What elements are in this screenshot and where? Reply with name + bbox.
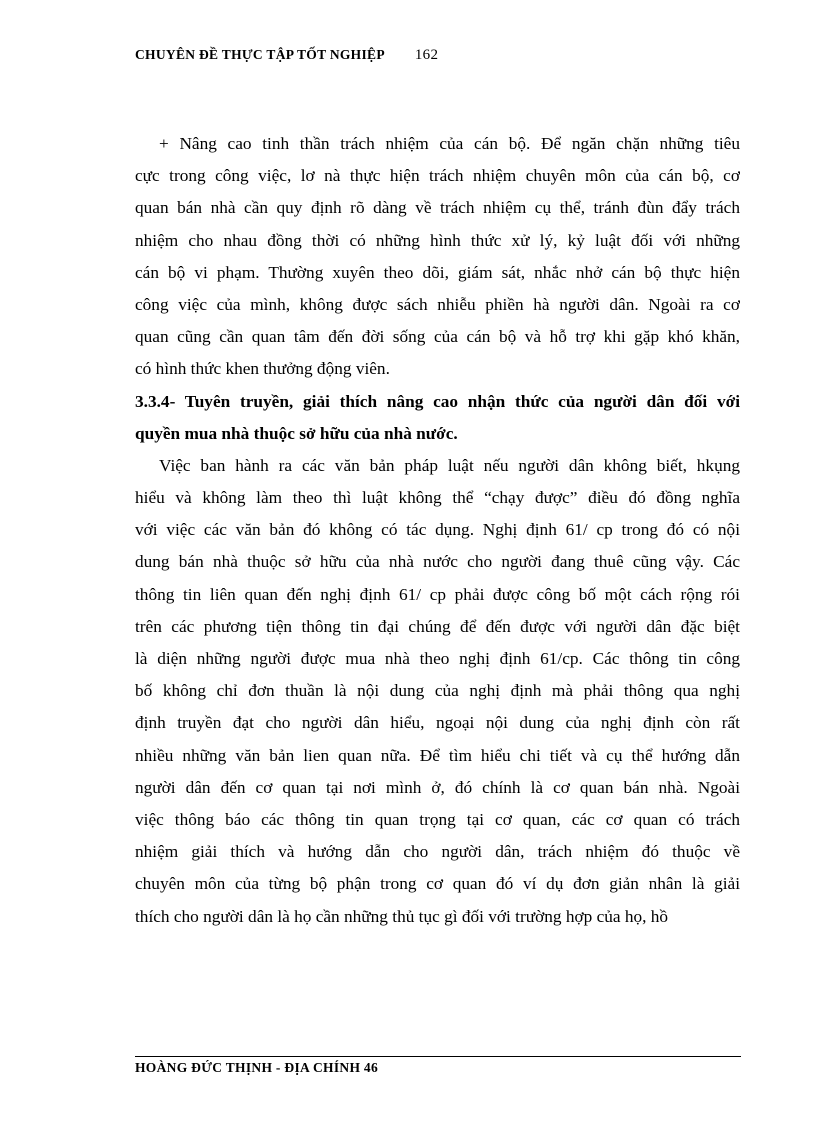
paragraph-line: công việc của mình, không được sách nhiễu phiền hà người dân. Ngoài ra cơ [135, 294, 740, 314]
paragraph-line: dung bán nhà thuộc sở hữu của nhà nước cho người đang thuê cũng vậy. Các [135, 552, 740, 572]
footer-rule [135, 1056, 741, 1057]
paragraph-line: quan cũng cần quan tâm đến đời sống của cán bộ và hỗ trợ khi gặp khó khăn, [135, 327, 740, 347]
paragraph-line: Việc ban hành ra các văn bản pháp luật nếu người dân không biết, hkụng [159, 455, 740, 475]
paragraph-line: cực trong công việc, lơ nà thực hiện trách nhiệm chuyên môn của cán bộ, cơ [135, 166, 740, 186]
paragraph-line: bố không chỉ đơn thuần là nội dung của nghị định mà phải thông qua nghị [135, 681, 740, 701]
section-heading-line: 3.3.4- Tuyên truyền, giải thích nâng cao nhận thức của người dân đối với [135, 391, 740, 411]
paragraph-line: việc thông báo các thông tin quan trọng tại cơ quan, các cơ quan có trách [135, 809, 740, 829]
paragraph-line: người dân đến cơ quan tại nơi mình ở, đó chính là cơ quan bán nhà. Ngoài [135, 777, 740, 797]
paragraph-line: nhiều những văn bản lien quan nữa. Để tìm hiểu chi tiết và cụ thể hướng dẫn [135, 745, 740, 765]
running-footer: HOÀNG ĐỨC THỊNH - ĐỊA CHÍNH 46 [135, 1060, 379, 1075]
paragraph-line: thích cho người dân là họ cần những thủ tục gì đối với trường hợp của họ, hồ [135, 906, 669, 926]
header-title: CHUYÊN ĐỀ THỰC TẬP TỐT NGHIỆP [135, 47, 385, 62]
paragraph-line: với việc các văn bản đó không có tác dụng. Nghị định 61/ cp trong đó có nội [135, 520, 740, 540]
paragraph-line: định truyền đạt cho người dân hiểu, ngoại nội dung của nghị định còn rất [135, 713, 740, 733]
paragraph-line: nhiệm giải thích và hướng dẫn cho người dân, trách nhiệm đó thuộc về [135, 842, 740, 862]
paragraph-line: cán bộ vi phạm. Thường xuyên theo dõi, giám sát, nhắc nhở cán bộ thực hiện [135, 262, 740, 282]
paragraph-line: có hình thức khen thưởng động viên. [135, 359, 390, 379]
section-heading-line: quyền mua nhà thuộc sở hữu của nhà nước. [135, 423, 458, 443]
document-body [135, 128, 740, 933]
paragraph-line: chuyên môn của từng bộ phận trong cơ quan đó ví dụ đơn giản nhân là giải [135, 874, 740, 894]
paragraph-line: thông tin liên quan đến nghị định 61/ cp phải được công bố một cách rộng rói [135, 584, 740, 604]
paragraph-line: là diện những người được mua nhà theo nghị định 61/cp. Các thông tin công [135, 649, 740, 668]
paragraph-line: nhiệm cho nhau đồng thời có những hình thức xử lý, kỷ luật đối với những [135, 230, 740, 250]
paragraph-line: quan bán nhà cần quy định rõ dàng về trách nhiệm cụ thể, tránh đùn đẩy trách [135, 198, 740, 218]
page-number: 162 [414, 47, 439, 63]
paragraph-line: hiểu và không làm theo thì luật không thể “chạy được” điều đó đồng nghĩa [135, 488, 740, 508]
running-header [135, 47, 438, 64]
paragraph-line: + Nâng cao tinh thần trách nhiệm của cán bộ. Để ngăn chặn những tiêu [159, 134, 740, 153]
paragraph-line: trên các phương tiện thông tin đại chúng để đến được với người dân đặc biệt [135, 616, 740, 636]
